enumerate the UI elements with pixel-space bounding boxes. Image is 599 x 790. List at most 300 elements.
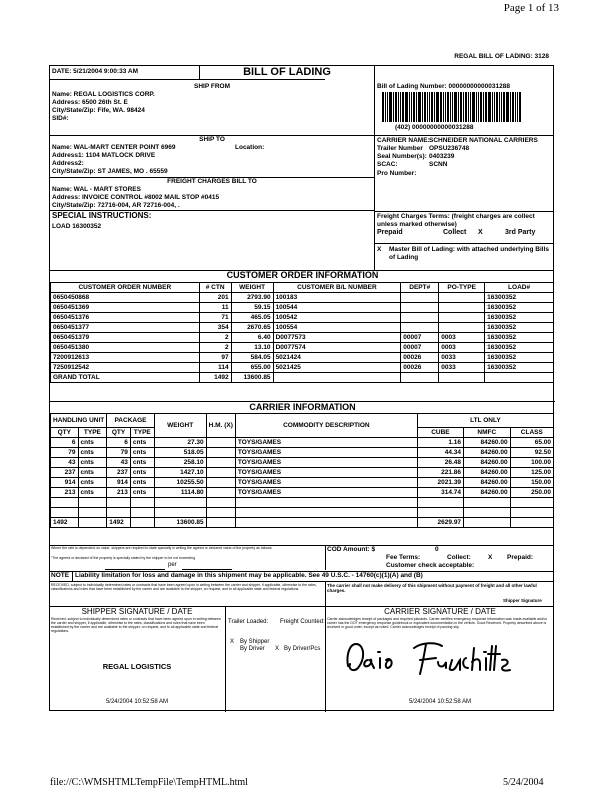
table-row — [51, 303, 554, 313]
table-cell: 2793.90 — [231, 293, 273, 303]
seal-label: Seal Number(s): — [377, 153, 427, 160]
special-instructions-heading: SPECIAL INSTRUCTIONS: — [52, 211, 152, 220]
bol-title: BILL OF LADING — [243, 66, 331, 78]
table-cell: 16300352 — [485, 343, 554, 353]
table-row — [51, 438, 554, 448]
empty-cell — [235, 498, 417, 508]
class-header: CLASS — [510, 428, 553, 438]
table-row — [51, 488, 554, 498]
table-cell: cnts — [130, 488, 154, 498]
table-row — [51, 448, 554, 458]
table-cell: 213 — [51, 488, 79, 498]
barcode-bar — [454, 92, 457, 122]
barcode-bar — [440, 92, 442, 122]
table-cell: cnts — [130, 468, 154, 478]
table-cell: 0003 — [439, 343, 485, 353]
barcode-bar — [460, 92, 462, 122]
shipper-fine-print: Received, subject to individually determined rates or contracts that have been agreed upon in writing between the carrier and shipper, if applicable, otherwise to the rates, classifications and rules that have been established by the carrier and are available to the shipper, on request, and to all applicable state and federal regulations. — [51, 617, 221, 633]
barcode-bar — [422, 92, 423, 122]
table-cell: TOYS/GAMES — [235, 478, 417, 488]
declared-value-line2: "The agreed or declared of the property is specially stated by the shipper to be not exceeding — [51, 556, 196, 560]
table-cell — [206, 458, 235, 468]
table-cell: 16300352 — [485, 313, 554, 323]
co-col-header: PO-TYPE — [439, 283, 485, 293]
ship-from-name: Name: REGAL LOGISTICS CORP. — [52, 91, 155, 98]
carrier-name-label: CARRIER NAME: — [377, 137, 430, 144]
table-cell: 84260.00 — [464, 478, 511, 488]
barcode-bar — [424, 92, 426, 122]
table-cell: 314.74 — [417, 488, 463, 498]
table-row — [51, 313, 554, 323]
special-instructions-text: LOAD 16300352 — [52, 223, 102, 230]
table-cell: 914 — [51, 478, 79, 488]
total-cell: 2629.97 — [417, 518, 463, 528]
commodity-header: COMMODITY DESCRIPTION — [235, 414, 417, 438]
total-cell — [401, 373, 439, 383]
barcode-bar — [476, 92, 477, 122]
table-cell: 2 — [199, 343, 231, 353]
table-cell: 2 — [199, 333, 231, 343]
package-header: PACKAGE — [107, 414, 154, 428]
carrier-info-heading: CARRIER INFORMATION — [50, 401, 555, 413]
empty-cell — [107, 498, 131, 508]
barcode-bar — [463, 92, 464, 122]
table-cell: 150.00 — [510, 478, 553, 488]
table-cell: 84260.00 — [464, 458, 511, 468]
total-cell — [510, 518, 553, 528]
by-shipper-label: By Shipper — [240, 639, 270, 645]
barcode-bar — [413, 92, 415, 122]
table-cell: 97 — [199, 353, 231, 363]
table-cell: cnts — [78, 478, 107, 488]
table-cell: 100542 — [273, 313, 401, 323]
trailer-label: Trailer Number — [377, 145, 423, 152]
table-cell: 00007 — [401, 333, 439, 343]
empty-row — [51, 498, 554, 508]
customer-check: Customer check acceptable: — [386, 562, 475, 569]
barcode-readable: (402) 00000000000031288 — [395, 124, 474, 131]
table-cell: 65.00 — [510, 438, 553, 448]
barcode-bar — [387, 92, 388, 122]
shipper-date: 5/24/2004 10:52:58 AM — [105, 699, 169, 705]
table-cell: 00007 — [401, 343, 439, 353]
table-cell: 84260.00 — [464, 488, 511, 498]
table-cell: D0077573 — [273, 333, 401, 343]
table-cell: 100544 — [273, 303, 401, 313]
table-cell: 655.00 — [231, 363, 273, 373]
table-cell: 0650451369 — [51, 303, 200, 313]
table-cell: 27.30 — [154, 438, 206, 448]
table-cell: 16300352 — [485, 353, 554, 363]
barcode-bar — [483, 92, 484, 122]
table-cell: 0033 — [439, 363, 485, 373]
barcode-bar — [447, 92, 449, 122]
total-cell — [273, 373, 401, 383]
pkg-qty-header: QTY — [107, 428, 131, 438]
handling-unit-header: HANDLING UNIT — [51, 414, 107, 428]
table-cell: 16300352 — [485, 333, 554, 343]
freight-collect-x: X — [478, 229, 483, 236]
total-cell: 13600.85 — [231, 373, 273, 383]
empty-cell — [51, 508, 79, 518]
ship-to-location: Location: — [235, 144, 265, 151]
master-bol-text: Master Bill of Lading: with attached underlying Bills of Lading — [389, 246, 549, 261]
barcode-bar — [450, 92, 451, 122]
table-cell: 7200912613 — [51, 353, 200, 363]
table-cell: 10255.50 — [154, 478, 206, 488]
barcode-bar — [393, 92, 394, 122]
table-cell: 16300352 — [485, 363, 554, 373]
barcode-bar — [431, 92, 433, 122]
table-cell: 16300352 — [485, 293, 554, 303]
total-cell: GRAND TOTAL — [51, 373, 200, 383]
table-cell: TOYS/GAMES — [235, 468, 417, 478]
bol-barcode — [382, 92, 548, 122]
table-cell: 5021425 — [273, 363, 401, 373]
table-cell — [206, 468, 235, 478]
nmfc-header: NMFC — [464, 428, 511, 438]
barcode-bar — [395, 92, 397, 122]
empty-cell — [130, 498, 154, 508]
barcode-bar — [488, 92, 491, 122]
ship-to-heading: SHIP TO — [199, 136, 225, 143]
barcode-bar — [501, 92, 502, 122]
barcode-bar — [389, 92, 392, 122]
table-cell: 1.16 — [417, 438, 463, 448]
barcode-bar — [402, 92, 404, 122]
table-cell: 84260.00 — [464, 438, 511, 448]
barcode-bar — [478, 92, 479, 122]
table-cell: cnts — [130, 478, 154, 488]
empty-cell — [206, 508, 235, 518]
table-cell: cnts — [78, 448, 107, 458]
ship-from-heading: SHIP FROM — [194, 83, 230, 90]
carrier-date: 5/24/2004 10:52:58 AM — [408, 699, 472, 705]
barcode-bar — [465, 92, 467, 122]
by-driver-pcs-x: X — [275, 646, 280, 652]
fee-terms-label: Fee Terms: — [386, 554, 421, 561]
bill-to-name: Name: WAL - MART STORES — [52, 186, 141, 193]
declared-value-text: Where the rate is dependent on value, shippers are required to state specially in writing the agreed or declared value of the property as follows: — [51, 546, 273, 550]
empty-cell — [510, 508, 553, 518]
barcode-bar — [418, 92, 421, 122]
ship-to-city: City/State/Zip: ST JAMES, MO . 65559 — [52, 168, 168, 175]
barcode-bar — [510, 92, 511, 122]
co-col-header: CUSTOMER B/L NUMBER — [273, 283, 401, 293]
shipper-signature-heading: SHIPPER SIGNATURE / DATE — [81, 607, 193, 616]
barcode-bar — [385, 92, 386, 122]
table-cell: 914 — [107, 478, 131, 488]
table-cell — [439, 303, 485, 313]
empty-cell — [78, 508, 107, 518]
table-cell: 0650451379 — [51, 333, 200, 343]
table-cell: 0650451380 — [51, 343, 200, 353]
freight-prepaid: Prepaid — [377, 229, 403, 236]
total-cell — [235, 518, 417, 528]
table-cell: 11 — [199, 303, 231, 313]
ship-from-address: Address: 6500 26th St. E — [52, 99, 128, 106]
declared-per: per — [168, 562, 177, 568]
table-cell: 518.05 — [154, 448, 206, 458]
freight-collect: Collect — [443, 229, 467, 236]
table-cell: 79 — [107, 448, 131, 458]
table-cell: cnts — [78, 438, 107, 448]
table-cell — [439, 293, 485, 303]
carrier-fine-print: Carrier acknowledges receipt of packages and required placards. Carrier certifies emergency response information was made available and/or carrier has the DOT emergency response guidebook or equivalent documentation in the vehicle. Good Received. Property described above is received in good order, except as noted. Carrier acknowledges receipt of packing slip. — [327, 617, 548, 629]
table-cell — [206, 448, 235, 458]
empty-cell — [464, 508, 511, 518]
fee-collect-x: X — [488, 554, 493, 561]
barcode-bar — [485, 92, 487, 122]
table-row — [51, 293, 554, 303]
empty-cell — [154, 508, 206, 518]
total-cell — [439, 373, 485, 383]
table-cell: 13.10 — [231, 343, 273, 353]
co-col-header: CUSTOMER ORDER NUMBER — [51, 283, 200, 293]
table-row — [51, 458, 554, 468]
barcode-bar — [429, 92, 430, 122]
empty-cell — [107, 508, 131, 518]
co-col-header: WEIGHT — [231, 283, 273, 293]
barcode-bar — [409, 92, 410, 122]
by-shipper-x: X — [230, 639, 235, 645]
table-cell: 1114.80 — [154, 488, 206, 498]
regal-bol-number: REGAL BILL OF LADING: 3128 — [454, 53, 549, 60]
table-cell: 92.50 — [510, 448, 553, 458]
table-cell: TOYS/GAMES — [235, 488, 417, 498]
table-cell: 0650450868 — [51, 293, 200, 303]
carrier-delivery-text: The carrier shall not make delivery of this shipment without payment of freight and all other lawful charges. — [327, 583, 537, 593]
table-row — [51, 323, 554, 333]
table-cell: 0033 — [439, 353, 485, 363]
table-cell: 71 — [199, 313, 231, 323]
table-row — [51, 478, 554, 488]
barcode-bar — [499, 92, 500, 122]
by-driver-pcs-label: By Driver/Pcs — [284, 646, 321, 652]
carrier-info-table — [50, 413, 554, 528]
pkg-type-header: TYPE — [130, 428, 154, 438]
scac-label: SCAC: — [377, 161, 398, 168]
table-cell: 100554 — [273, 323, 401, 333]
table-cell: 237 — [107, 468, 131, 478]
carrier-signature-image — [340, 636, 540, 681]
empty-cell — [154, 498, 206, 508]
total-cell: 1492 — [51, 518, 79, 528]
barcode-bar — [434, 92, 435, 122]
table-cell: 125.00 — [510, 468, 553, 478]
carrier-name: SCHNEIDER NATIONAL CARRIERS — [429, 137, 538, 144]
table-cell: 7250912542 — [51, 363, 200, 373]
by-driver-label: By Driver — [240, 646, 265, 652]
table-cell: cnts — [78, 458, 107, 468]
master-bol-x: X — [377, 246, 382, 253]
empty-cell — [130, 508, 154, 518]
table-cell: 0650451377 — [51, 323, 200, 333]
table-cell: 00026 — [401, 353, 439, 363]
co-col-header: # CTN — [199, 283, 231, 293]
table-cell: TOYS/GAMES — [235, 448, 417, 458]
carrier-signature-heading: CARRIER SIGNATURE / DATE — [384, 607, 496, 616]
barcode-bar — [515, 92, 516, 122]
shipper-name: REGAL LOGISTICS — [102, 662, 172, 671]
co-col-header: LOAD# — [485, 283, 554, 293]
customer-order-table — [50, 282, 554, 383]
table-row — [51, 468, 554, 478]
barcode-bar — [411, 92, 412, 122]
barcode-bar — [494, 92, 495, 122]
total-cell — [464, 518, 511, 528]
empty-cell — [417, 508, 463, 518]
table-cell: 26.48 — [417, 458, 463, 468]
bill-of-lading-form — [49, 65, 554, 711]
barcode-bar — [519, 92, 521, 122]
received-text: RECEIVED, subject to individually determined rates or contracts that have been agreed upon in writing between the carrier and shipper, if applicable, otherwise to the rates, classifications and rules that have been established by the carrier and are available to the shipper, on request, and to all applicable state and federal regulations. — [51, 583, 317, 591]
barcode-bar — [445, 92, 446, 122]
table-cell: 5021424 — [273, 353, 401, 363]
table-cell: 6 — [107, 438, 131, 448]
table-cell: 00026 — [401, 363, 439, 373]
bill-to-heading: FREIGHT CHARGES BILL TO — [167, 178, 257, 185]
table-cell: cnts — [130, 458, 154, 468]
footer-date: 5/24/2004 — [503, 777, 544, 788]
barcode-bar — [492, 92, 493, 122]
table-cell — [439, 323, 485, 333]
barcode-bar — [496, 92, 498, 122]
grand-total-row — [51, 373, 554, 383]
table-cell: 2670.65 — [231, 323, 273, 333]
barcode-bar — [503, 92, 505, 122]
total-cell — [78, 518, 107, 528]
table-cell: 465.05 — [231, 313, 273, 323]
barcode-bar — [506, 92, 509, 122]
total-cell — [130, 518, 154, 528]
total-cell: 1492 — [107, 518, 131, 528]
table-cell — [401, 323, 439, 333]
carrier-total-row — [51, 518, 554, 528]
hu-qty-header: QTY — [51, 428, 79, 438]
barcode-bar — [400, 92, 401, 122]
table-cell: 213 — [107, 488, 131, 498]
table-row — [51, 363, 554, 373]
table-cell: 16300352 — [485, 323, 554, 333]
total-cell: 13600.85 — [154, 518, 206, 528]
table-cell: 79 — [51, 448, 79, 458]
barcode-bar — [458, 92, 459, 122]
barcode-bar — [472, 92, 475, 122]
fee-prepaid: Prepaid: — [507, 554, 534, 561]
table-cell: 43 — [107, 458, 131, 468]
trailer-number: OPSU236748 — [429, 145, 470, 152]
barcode-bar — [382, 92, 384, 122]
table-cell: cnts — [78, 468, 107, 478]
table-cell: 0003 — [439, 333, 485, 343]
fee-collect: Collect: — [447, 554, 471, 561]
empty-cell — [206, 498, 235, 508]
barcode-bar — [468, 92, 469, 122]
freight-third-party: 3rd Party — [505, 229, 536, 236]
barcode-bar — [427, 92, 428, 122]
barcode-bar — [452, 92, 453, 122]
note-label: NOTE — [51, 572, 70, 579]
shipper-signature-label: Shipper Signature — [503, 598, 542, 603]
co-col-header: DEPT# — [401, 283, 439, 293]
freight-counted-label: Freight Counted: — [280, 619, 325, 625]
table-cell: 44.34 — [417, 448, 463, 458]
table-cell — [206, 488, 235, 498]
barcode-bar — [470, 92, 471, 122]
empty-cell — [78, 498, 107, 508]
empty-cell — [510, 498, 553, 508]
customer-order-heading: CUSTOMER ORDER INFORMATION — [226, 270, 379, 280]
table-cell: 6 — [51, 438, 79, 448]
table-row — [51, 333, 554, 343]
ship-to-address1: Address1: 1104 MATLOCK DRIVE — [52, 152, 156, 159]
bill-to-city: City/State/Zip: 72716-004, AR 72716-004, . — [52, 202, 180, 209]
hu-type-header: TYPE — [78, 428, 107, 438]
weight-header: WEIGHT — [154, 414, 206, 438]
scac-value: SCNN — [429, 161, 448, 168]
pro-number-label: Pro Number: — [377, 170, 417, 177]
empty-cell — [464, 498, 511, 508]
bill-to-address: Address: INVOICE CONTROL #8002 MAIL STOP #0415 — [52, 194, 220, 201]
table-cell: 84260.00 — [464, 448, 511, 458]
ship-from-sid: SID#: — [52, 115, 69, 122]
table-cell: 16300352 — [485, 303, 554, 313]
total-cell — [206, 518, 235, 528]
table-cell — [401, 303, 439, 313]
table-cell: 258.10 — [154, 458, 206, 468]
table-cell: 114 — [199, 363, 231, 373]
barcode-bar — [512, 92, 514, 122]
table-cell: cnts — [130, 438, 154, 448]
ship-to-name: Name: WAL-MART CENTER POINT 6969 — [52, 144, 176, 151]
barcode-bar — [436, 92, 439, 122]
table-cell: 100183 — [273, 293, 401, 303]
table-cell: 59.15 — [231, 303, 273, 313]
table-cell: 354 — [199, 323, 231, 333]
total-cell — [485, 373, 554, 383]
note-text: Liability limitation for loss and damage in this shipment may be applicable. See 49 U.S.C. - 14760(c)(1)(A) and (B) — [75, 572, 423, 579]
table-cell — [401, 313, 439, 323]
table-cell — [401, 293, 439, 303]
table-cell: 237 — [51, 468, 79, 478]
seal-number: 0403239 — [429, 153, 455, 160]
bol-date: DATE: 5/21/2004 9:00:33 AM — [52, 68, 138, 75]
table-cell: 201 — [199, 293, 231, 303]
table-cell: cnts — [130, 448, 154, 458]
barcode-bar — [443, 92, 444, 122]
barcode-bar — [480, 92, 482, 122]
empty-cell — [51, 498, 79, 508]
table-cell: 6.40 — [231, 333, 273, 343]
barcode-bar — [398, 92, 399, 122]
page-number: Page 1 of 13 — [503, 2, 559, 14]
trailer-loaded-label: Trailer Loaded: — [228, 619, 269, 625]
table-cell: D0077574 — [273, 343, 401, 353]
cod-label: COD Amount: $ — [327, 546, 376, 553]
table-cell: 250.00 — [510, 488, 553, 498]
hm-header: H.M. (X) — [206, 414, 235, 438]
table-cell: 1427.10 — [154, 468, 206, 478]
barcode-bar — [416, 92, 417, 122]
table-cell: 584.05 — [231, 353, 273, 363]
cod-value: 0 — [435, 546, 439, 553]
empty-cell — [235, 508, 417, 518]
table-cell: TOYS/GAMES — [235, 438, 417, 448]
table-cell — [439, 313, 485, 323]
empty-cell — [417, 498, 463, 508]
table-cell: cnts — [78, 488, 107, 498]
